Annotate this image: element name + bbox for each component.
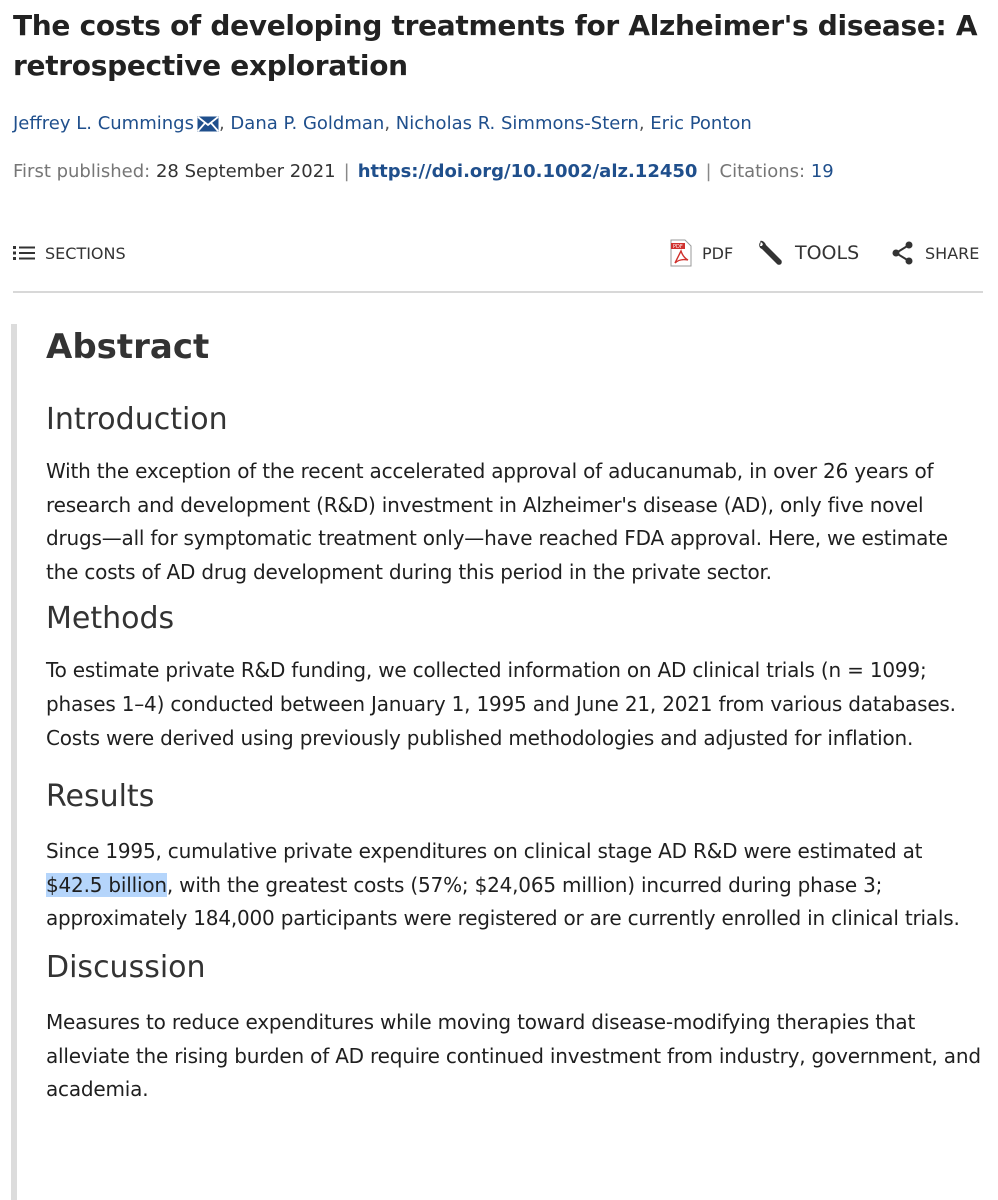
pdf-button[interactable] <box>670 236 733 270</box>
tools-button[interactable] <box>757 236 859 270</box>
sections-label: SECTIONS <box>45 243 126 263</box>
methods-text: To estimate private R&D funding, we collected information on AD clinical trials (n = 1099; phases 1–4) conducted between January 1, 1995 and June 21, 2021 from various databases. Costs were derived using previously published methodologies and adjusted for inflation. <box>46 658 956 750</box>
wrench-icon <box>757 239 785 267</box>
email-icon[interactable] <box>197 116 219 132</box>
results-text-end: , with the greatest costs (57%; $24,065 million) incurred during phase 3; approximately 184,000 participants were registered or are currently enrolled in clinical trials. <box>46 872 960 931</box>
methods-heading: Methods <box>46 601 175 637</box>
discussion-heading: Discussion <box>46 949 206 985</box>
article-title: The costs of developing treatments for Alzheimer's disease: A retrospective exploration <box>13 9 978 82</box>
introduction-heading: Introduction <box>46 402 228 437</box>
author-link[interactable]: Nicholas R. Simmons-Stern <box>395 113 639 134</box>
author-link[interactable]: Jeffrey L. Cummings <box>13 113 194 134</box>
share-icon <box>891 241 915 265</box>
citations-count-link[interactable]: 19 <box>810 161 834 182</box>
abstract-section <box>46 326 981 1107</box>
publication-meta: First published: 28 September 2021 | https://doi.org/10.1002/alz.12450 | Citations: 19 <box>13 161 834 182</box>
first-published-label: First published: <box>13 161 151 182</box>
first-published-date: 28 September 2021 <box>155 161 336 182</box>
author-list: Jeffrey L. Cummings , Dana P. Goldman, Nicholas R. Simmons-Stern, Eric Ponton <box>13 113 752 134</box>
results-text <box>46 835 981 936</box>
introduction-text: With the exception of the recent accelerated approval of aducanumab, in over 26 years of research and development (R&D) investment in Alzheimer's disease (AD), only five novel drugs—all for symptomatic treatment only—have reached FDA approval. Here, we estimate the costs of AD drug development during this period in the private sector. <box>46 459 948 584</box>
citations-label: Citations: <box>719 161 806 182</box>
tools-label: TOOLS <box>795 242 860 264</box>
pdf-label: PDF <box>702 243 734 263</box>
sections-button[interactable] <box>13 236 126 270</box>
list-icon <box>13 245 35 261</box>
discussion-text: Measures to reduce expenditures while moving toward disease-modifying therapies that alleviate the rising burden of AD require continued investment from industry, government, and academia. <box>46 1009 981 1102</box>
selected-text-highlight: $42.5 billion <box>46 872 167 897</box>
svg-text:PDF: PDF <box>673 244 683 250</box>
share-label: SHARE <box>925 243 980 263</box>
pdf-file-icon <box>670 239 692 267</box>
results-text-start: Since 1995, cumulative private expenditures on clinical stage AD R&D were estimated at <box>46 839 923 864</box>
doi-link[interactable]: https://doi.org/10.1002/alz.12450 <box>357 161 698 182</box>
divider <box>13 291 983 293</box>
author-link[interactable]: Dana P. Goldman <box>230 113 385 134</box>
article-toolbar <box>13 236 983 270</box>
share-button[interactable] <box>891 236 979 270</box>
abstract-side-rule <box>11 324 17 1200</box>
abstract-heading: Abstract <box>46 327 210 367</box>
author-link[interactable]: Eric Ponton <box>650 113 752 134</box>
results-heading: Results <box>46 779 155 815</box>
